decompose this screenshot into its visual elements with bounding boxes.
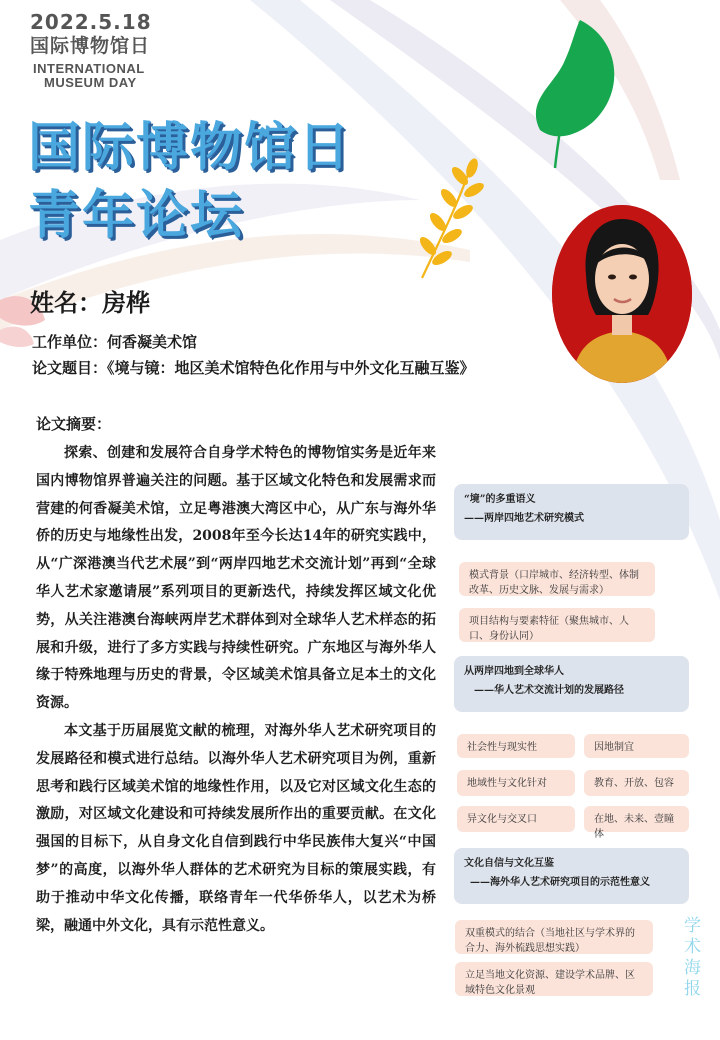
event-name-en-line2: MUSEUM DAY [44,75,137,90]
event-name-en-line1: INTERNATIONAL [33,61,145,76]
section3-item-2: 立足当地文化资源、建设学术品牌、区域特色文化景观 [455,962,653,996]
section1-title: “境”的多重语义 [464,494,536,505]
section2-item-4: 教育、开放、包容 [584,770,689,796]
abstract-paragraph-2: 本文基于历届展览文献的梳理，对海外华人艺术研究项目的发展路径和模式进行总结。以海外华人艺术研究项目为例，重新思考和践行区域美术馆的地缘性作用，以及它对区域文化生态的激励，对区域文化建设和可持续发展所作出的重要贡献。在文化强国的目标下，从自身文化自信到践行中华民族伟大复兴“中国梦”的高度，以海外华人群体的艺术研究为目标的策展实践，有助于推动中华文化传播，联络青年一代华侨华人，以艺术为桥梁，融通中外文化，具有示范性意义。 [36,722,436,934]
section1-header [454,484,689,540]
person-name: 姓名：房桦 [30,289,150,317]
section1-item-1: 模式背景（口岸城市、经济转型、体制改革、历史文脉、发展与需求） [459,562,655,596]
section2-item-5: 异文化与交叉口 [457,806,575,832]
section2-item-2: 因地制宜 [584,734,689,758]
paper-title: 论文题目：《境与镜：地区美术馆特色化作用与中外文化互融互鉴》 [32,359,475,377]
section3-header [454,848,689,904]
portrait-photo [552,205,692,383]
poster-label: 学术海报 [684,916,701,999]
abstract-label: 论文摘要： [36,415,112,433]
section2-header [454,656,689,712]
main-title-line1: 国际博物馆日 [28,118,353,178]
section3-item-1: 双重模式的结合（当地社区与学术界的合力、海外梳践思想实践） [455,920,653,954]
section1-subtitle: ——两岸四地艺术研究模式 [464,513,584,524]
section2-item-1: 社会性与现实性 [457,734,575,758]
section2-item-6: 在地、未来、壹瞳体 [584,806,689,832]
section3-title: 文化自信与文化互鉴 [464,858,554,869]
work-unit: 工作单位：何香凝美术馆 [32,333,198,351]
section1-item-2: 项目结构与要素特征（聚焦城市、人口、身份认同） [459,608,655,642]
event-date: 2022.5.18 [30,10,152,34]
section2-item-3: 地域性与文化针对 [457,770,575,796]
abstract-text [36,440,436,940]
abstract-paragraph-1: 探索、创建和发展符合自身学术特色的博物馆实务是近年来国内博物馆界普遍关注的问题。基于区域文化特色和发展需求而营建的何香凝美术馆，立足粤港澳大湾区中心，从广东与海外华侨的历史与地缘性出发，2008年至今长达14年的研究实践中，从“广深港澳当代艺术展”到“两岸四地艺术交流计划”再到“全球华人艺术家邀请展”系列项目的更新迭代，持续发挥区域文化优势，从关注港澳台海峡两岸艺术群体到对全球华人艺术样态的拓展和升级，进行了多方实践与持续性研究。广东地区与海外华人缘于特殊地理与历史的背景，令区域美术馆具备立足本土的文化资源。 [36,445,436,712]
section2-subtitle: ——华人艺术交流计划的发展路径 [474,685,624,696]
section2-title: 从两岸四地到全球华人 [464,666,564,677]
main-title-line2: 青年论坛 [28,186,245,246]
section3-subtitle: ——海外华人艺术研究项目的示范性意义 [470,877,650,888]
event-name-cn: 国际博物馆日 [30,35,151,57]
